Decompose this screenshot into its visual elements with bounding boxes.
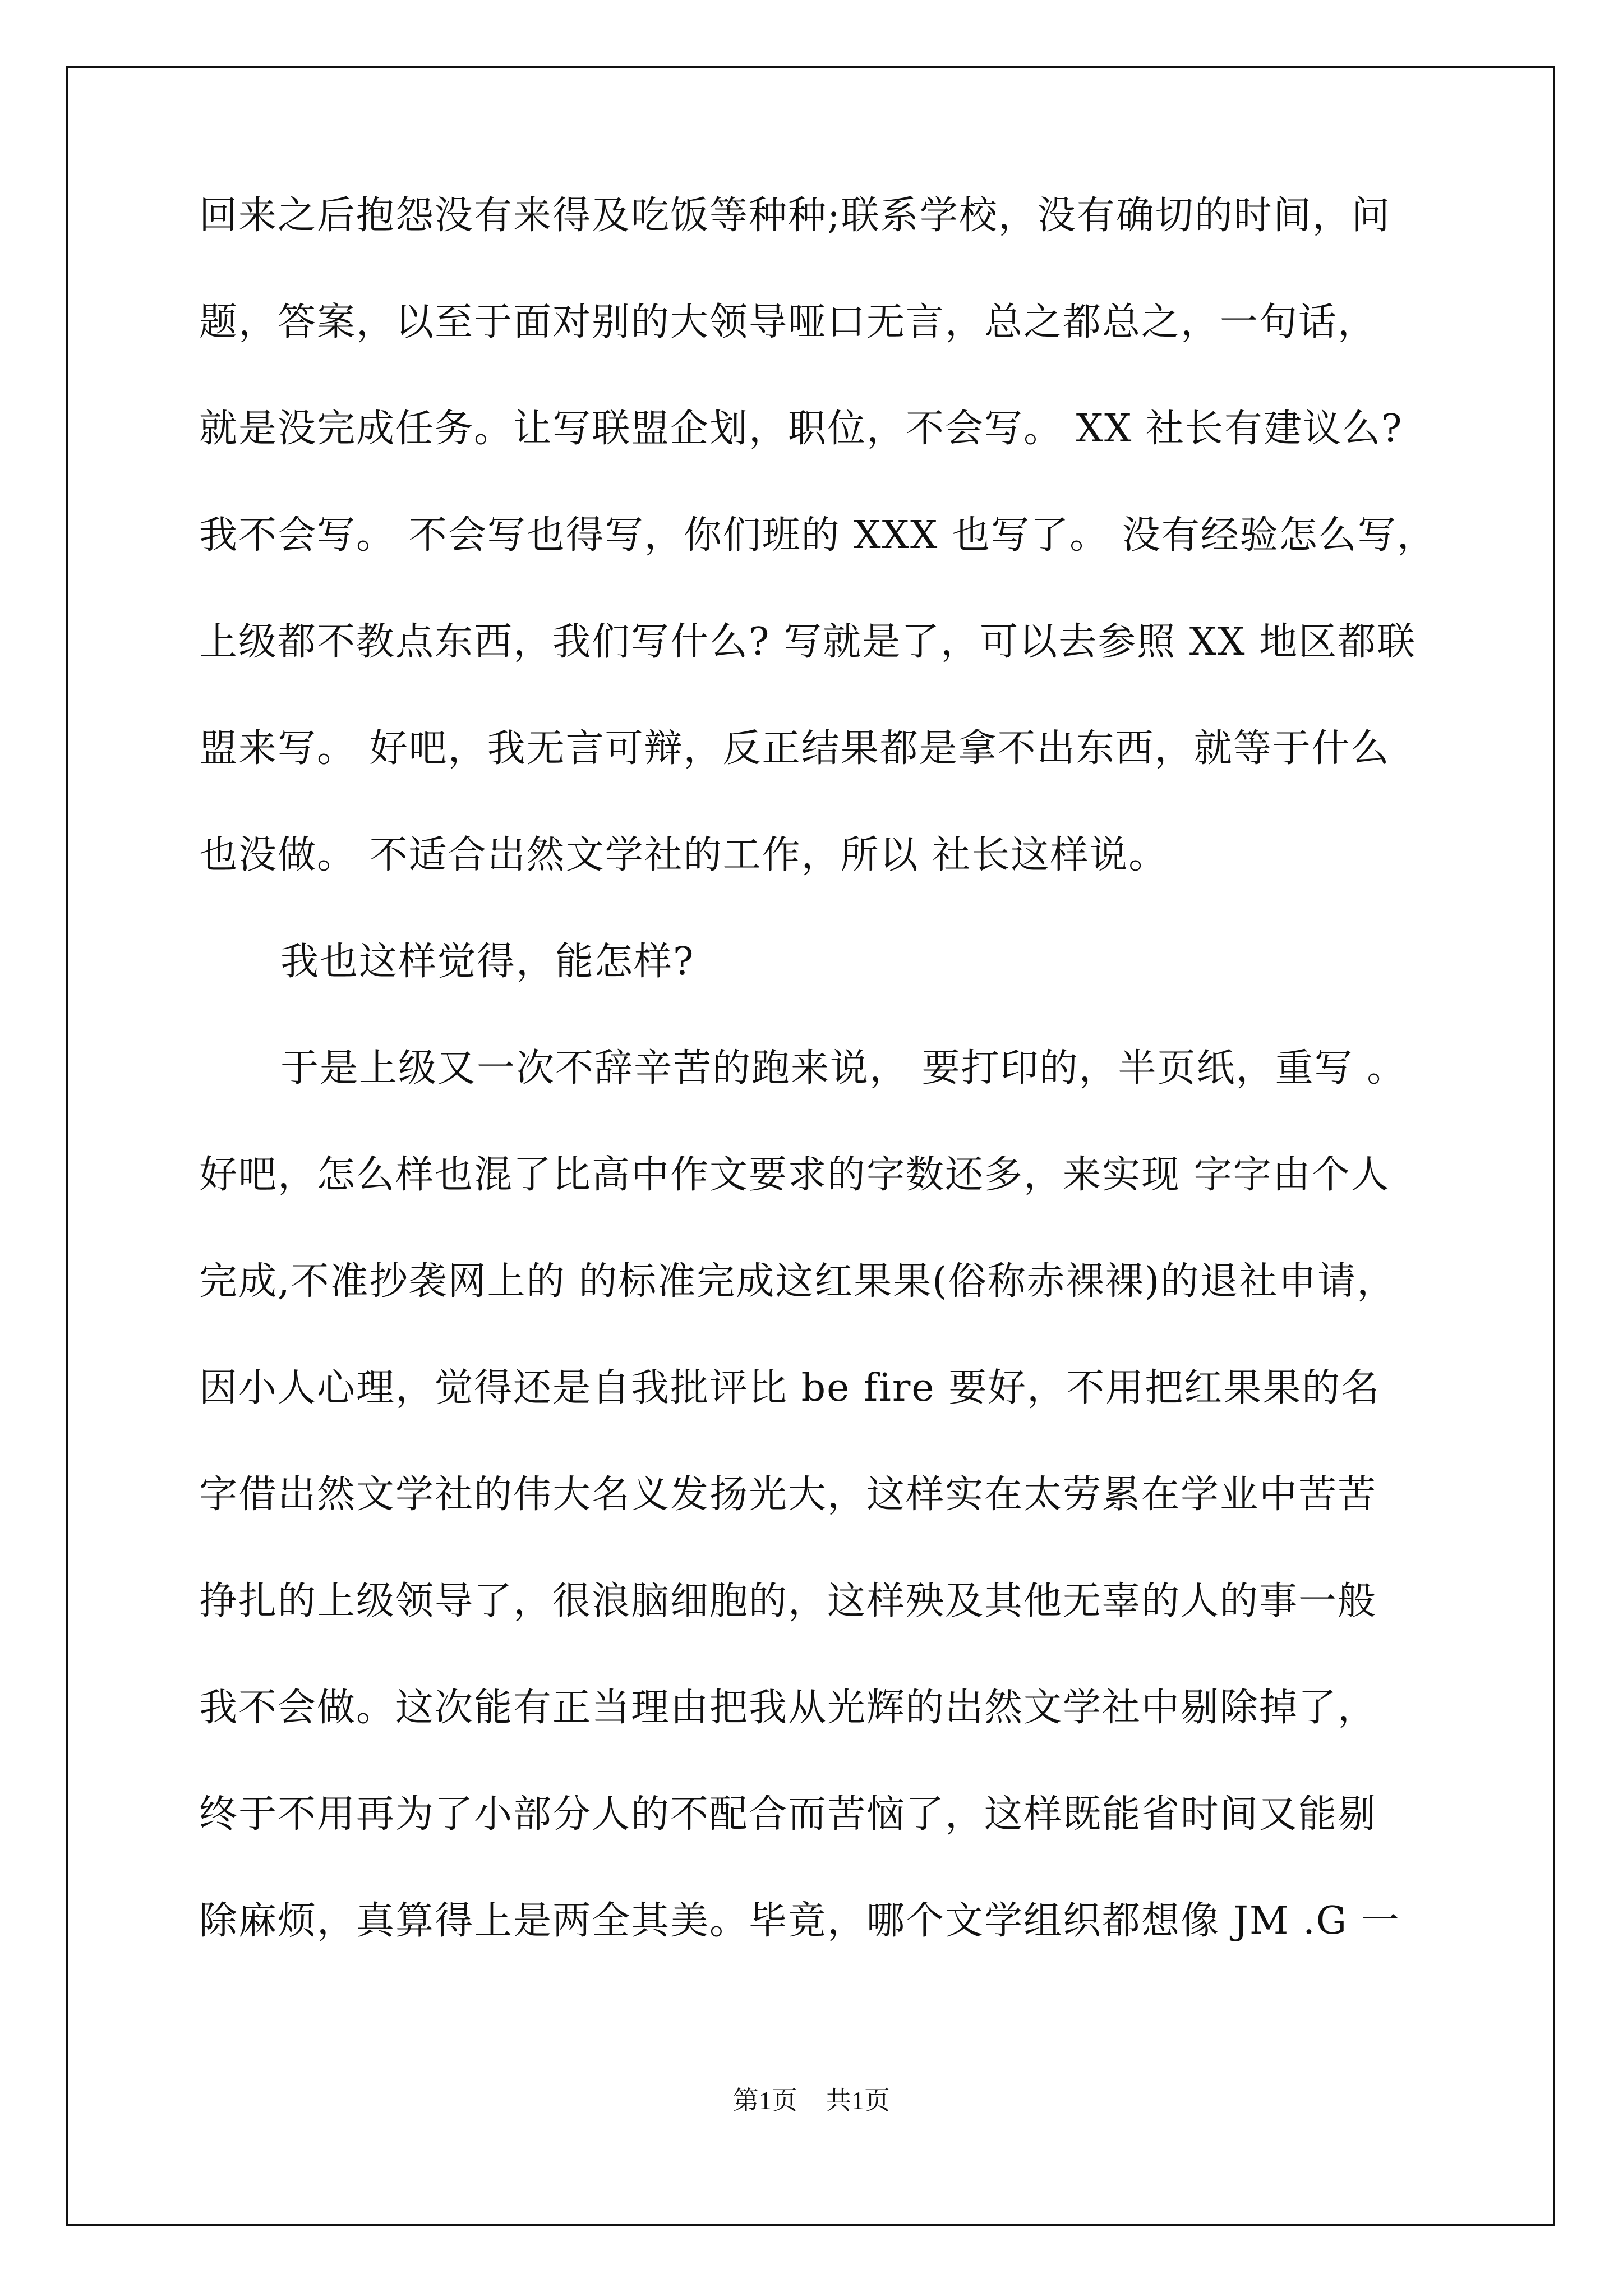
text-line: 完成,不准抄袭网上的 的标准完成这红果果(俗称赤裸裸)的退社申请， (199, 1259, 1396, 1304)
page-footer (0, 2080, 1623, 2117)
text-line: 我不会写。 不会写也得写，你们班的 XXX 也写了。 没有经验怎么写， (199, 513, 1436, 558)
text-line: 也没做。 不适合岀然文学社的工作，所以 社长这样说。 (199, 833, 1168, 877)
text-line: 挣扎的上级领导了，很浪脑细胞的，这样殃及其他无辜的人的事一般 (199, 1579, 1377, 1623)
text-line: 因小人心理，觉得还是自我批评比 be fire 要好，不用把红果果的名 (199, 1366, 1381, 1410)
page-total: 共1页 (826, 2086, 890, 2115)
page-number: 第1页 (733, 2086, 797, 2115)
paragraph-start-line: 于是上级又一次不辞辛苦的跑来说， 要打印的，半页纸，重写 。 (280, 1046, 1407, 1091)
text-line: 字借岀然文学社的伟大名义发扬光大，这样实在太劳累在学业中苦苦 (199, 1473, 1377, 1517)
text-line: 回来之后抱怨没有来得及吃饭等种种;联系学校，没有确切的时间，问 (199, 194, 1391, 238)
text-line: 就是没完成任务。让写联盟企划，职位，不会写。 XX 社长有建议么? (199, 407, 1403, 451)
text-line: 除麻烦，真算得上是两全其美。毕竟，哪个文学组织都想像 JM .G 一 (199, 1899, 1400, 1943)
paragraph-start-line: 我也这样觉得，能怎样? (280, 940, 695, 984)
text-line: 盟来写。 好吧，我无言可辩，反正结果都是拿不出东西，就等于什么 (199, 726, 1390, 771)
text-line: 好吧，怎么样也混了比高中作文要求的字数还多，来实现 字字由个人 (199, 1153, 1390, 1197)
text-line: 题，答案，以至于面对别的大领导哑口无言，总之都总之，一句话， (199, 300, 1377, 344)
text-line: 终于不用再为了小部分人的不配合而苦恼了，这样既能省时间又能剔 (199, 1792, 1377, 1837)
text-line: 上级都不教点东西，我们写什么? 写就是了，可以去参照 XX 地区都联 (199, 620, 1417, 664)
text-line: 我不会做。这次能有正当理由把我从光辉的岀然文学社中剔除掉了， (199, 1686, 1377, 1730)
